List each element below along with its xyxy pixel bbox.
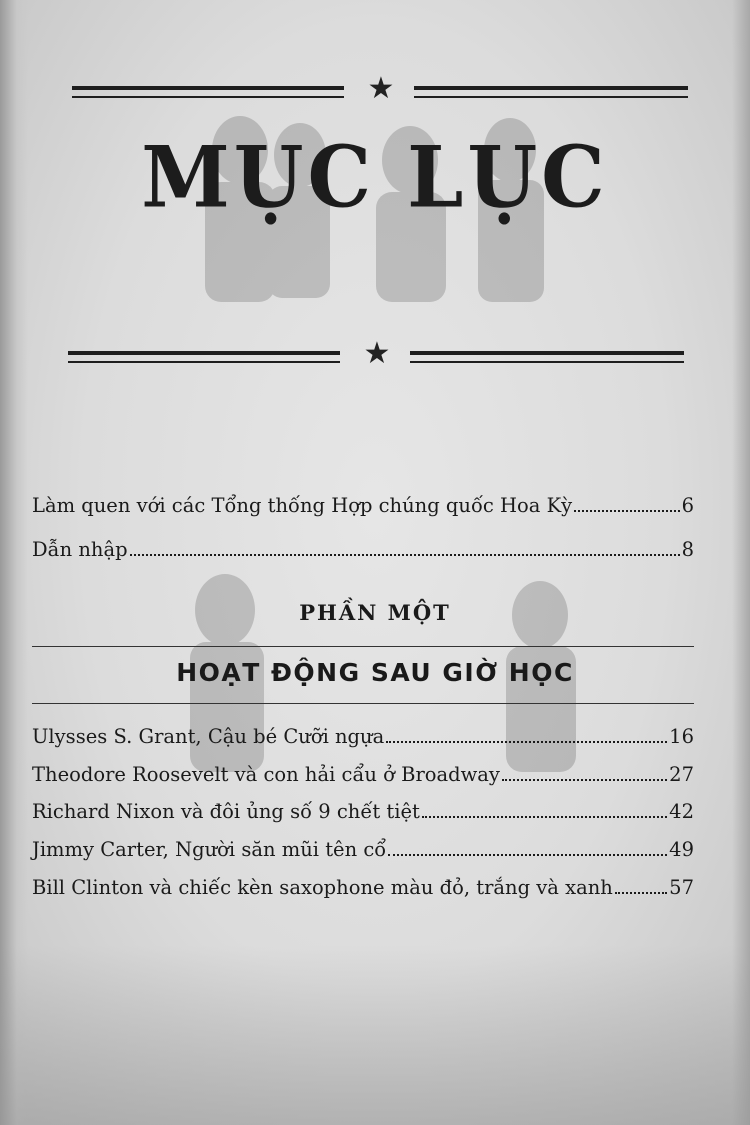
- dot-leader: [615, 874, 667, 894]
- toc-entry-title: Theodore Roosevelt và con hải cẩu ở Broadway: [32, 763, 500, 786]
- rule-right: [410, 351, 684, 363]
- toc-entry-introduction[interactable]: [32, 536, 694, 563]
- toc-entry-page: 27: [669, 763, 694, 786]
- toc-entry-page: 8: [681, 538, 694, 561]
- page-title: MỤC LỤC: [141, 127, 609, 227]
- dot-leader: [502, 761, 667, 781]
- top-decorative-rule: [72, 71, 688, 106]
- toc-entry-chapter[interactable]: [32, 874, 694, 901]
- bottom-decorative-rule: [68, 336, 684, 371]
- toc-entry-title: Dẫn nhập: [32, 538, 128, 561]
- toc-entry-chapter[interactable]: [32, 798, 694, 825]
- toc-entry-page: 57: [669, 876, 694, 899]
- dot-leader: [574, 492, 679, 512]
- toc-entry-intro-presidents[interactable]: [32, 492, 694, 519]
- toc-entry-title: Jimmy Carter, Người săn mũi tên cổ: [32, 838, 387, 861]
- toc-entry-title: Bill Clinton và chiếc kèn saxophone màu đỏ, trắng và xanh: [32, 876, 613, 899]
- star-icon: ★: [363, 336, 391, 371]
- toc-entry-chapter[interactable]: [32, 723, 694, 750]
- section-divider-top: [32, 646, 694, 647]
- star-icon: ★: [367, 71, 395, 106]
- toc-entry-page: 6: [681, 494, 694, 517]
- toc-entry-chapter[interactable]: [32, 761, 694, 788]
- section-divider-bottom: [32, 703, 694, 704]
- rule-left: [68, 351, 340, 363]
- toc-entry-title: Làm quen với các Tổng thống Hợp chúng quốc Hoa Kỳ: [32, 494, 573, 517]
- dot-leader: [386, 723, 667, 743]
- toc-entry-page: 16: [669, 725, 694, 748]
- dot-leader: [130, 536, 680, 556]
- part-label: PHẦN MỘT: [299, 600, 451, 625]
- dot-leader: [388, 836, 667, 856]
- toc-entry-title: Richard Nixon và đôi ủng số 9 chết tiệt: [32, 800, 420, 823]
- rule-right: [414, 86, 688, 98]
- toc-entry-page: 42: [669, 800, 694, 823]
- toc-entry-chapter[interactable]: [32, 836, 694, 863]
- toc-entry-title: Ulysses S. Grant, Cậu bé Cưỡi ngựa: [32, 725, 385, 748]
- rule-left: [72, 86, 344, 98]
- toc-entry-page: 49: [669, 838, 694, 861]
- section-title: HOẠT ĐỘNG SAU GIỜ HỌC: [176, 658, 574, 687]
- dot-leader: [422, 798, 667, 818]
